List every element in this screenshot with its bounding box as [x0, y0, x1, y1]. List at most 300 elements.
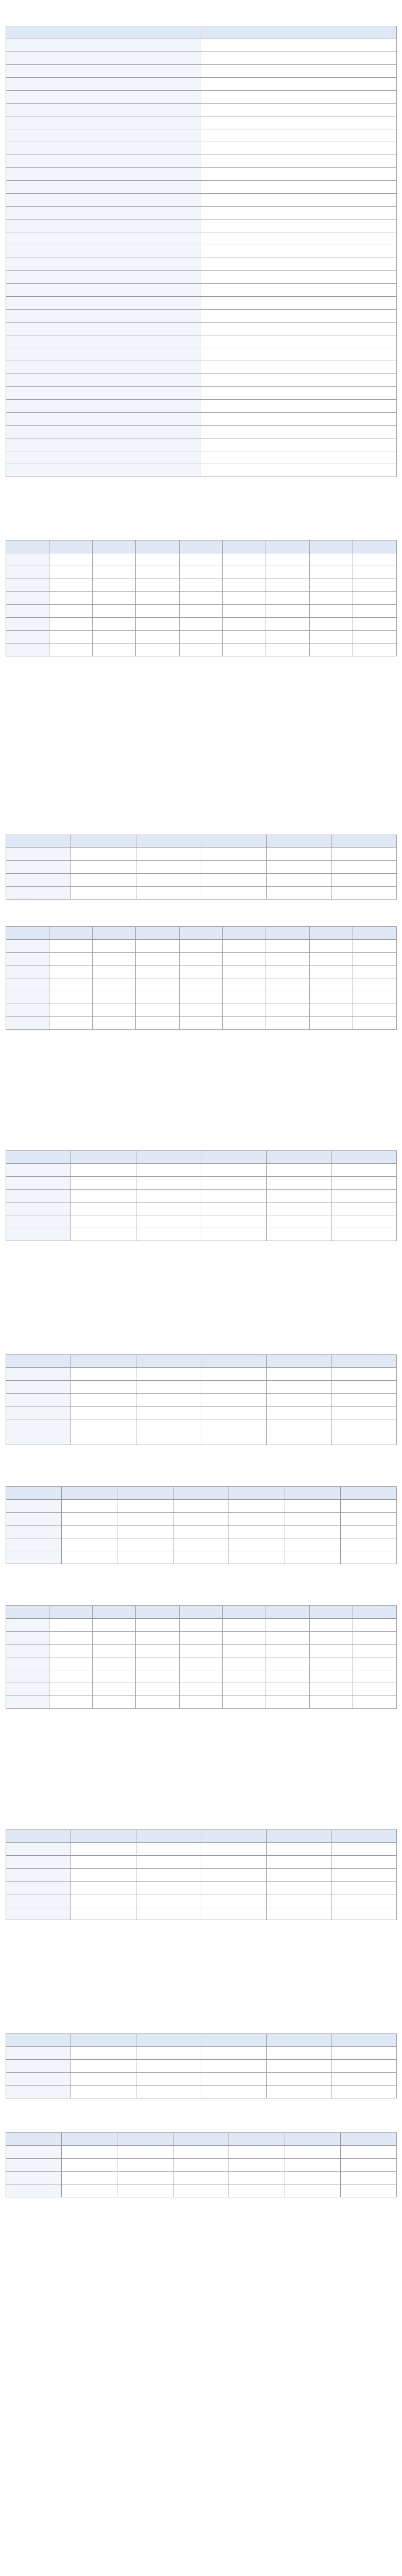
table-cell: [136, 2060, 201, 2073]
note-line: [6, 1798, 397, 1805]
table-cell: [6, 618, 49, 631]
standards-table: [6, 1829, 397, 1920]
table-cell: [331, 1368, 397, 1381]
table-cell: [341, 1513, 396, 1526]
table-cell: [331, 887, 397, 900]
section-notes: [6, 1447, 397, 1469]
table-cell: [71, 874, 136, 887]
table-header-row: [6, 26, 396, 39]
table-cell: [6, 335, 201, 348]
note-line: [6, 1308, 397, 1315]
table-cell: [93, 1670, 136, 1683]
column-header: [61, 1487, 117, 1500]
table-cell: [6, 1419, 71, 1432]
table-cell: [353, 618, 396, 631]
table-cell: [49, 631, 92, 643]
table-cell: [179, 605, 222, 618]
note-line: [6, 1790, 397, 1798]
table-cell: [266, 1419, 331, 1432]
column-header: [6, 1151, 71, 1164]
table-cell: [6, 219, 201, 232]
table-cell: [6, 978, 49, 991]
column-header: [179, 540, 222, 553]
table-cell: [6, 258, 201, 271]
table-cell: [179, 618, 222, 631]
note-line: [6, 1068, 397, 1075]
table-cell: [201, 348, 397, 361]
column-header: [6, 26, 201, 39]
table-cell: [341, 1538, 396, 1551]
note-line: [6, 702, 397, 709]
table-cell: [6, 1670, 49, 1683]
note-line: [6, 1454, 397, 1462]
table-cell: [6, 953, 49, 965]
table-cell: [229, 2159, 285, 2172]
table-cell: [285, 2146, 340, 2159]
table-cell: [179, 1670, 222, 1683]
note-line: [6, 2002, 397, 2009]
table-row: [6, 129, 396, 142]
note-line: [6, 1761, 397, 1769]
table-cell: [6, 1869, 71, 1882]
table-cell: [179, 953, 222, 965]
table-cell: [201, 1843, 267, 1856]
table-cell: [136, 1017, 179, 1030]
table-cell: [266, 1645, 309, 1657]
table-cell: [285, 1551, 340, 1564]
table-cell: [71, 1882, 136, 1894]
column-header: [6, 1830, 71, 1843]
table-cell: [223, 953, 266, 965]
column-header: [331, 1355, 397, 1368]
table-cell: [201, 848, 267, 861]
table-cell: [6, 1228, 71, 1241]
note-line: [6, 1272, 397, 1279]
section-heading: [6, 826, 397, 833]
table-cell: [6, 232, 201, 245]
note-line: [6, 1301, 397, 1308]
table-cell: [309, 1683, 353, 1696]
table-cell: [223, 605, 266, 618]
table-cell: [353, 631, 396, 643]
table-cell: [266, 1843, 331, 1856]
table-row: [6, 245, 396, 258]
table-cell: [331, 1177, 397, 1190]
table-cell: [136, 1856, 201, 1869]
table-cell: [309, 1017, 353, 1030]
table-cell: [61, 1513, 117, 1526]
table-row: [6, 464, 396, 477]
table-row: [6, 887, 396, 900]
table-row: [6, 2060, 396, 2073]
table-row: [6, 142, 396, 155]
table-cell: [331, 1164, 397, 1177]
table-cell: [331, 2073, 397, 2086]
table-cell: [331, 874, 397, 887]
table-cell: [6, 78, 201, 91]
table-row: [6, 579, 396, 592]
table-cell: [71, 2047, 136, 2060]
table-cell: [93, 1683, 136, 1696]
table-cell: [6, 1632, 49, 1645]
table-cell: [6, 91, 201, 104]
column-header: [309, 540, 353, 553]
note-line: [6, 1922, 397, 1929]
table-cell: [136, 1657, 179, 1670]
standards-section: [6, 1346, 397, 1469]
table-cell: [117, 2172, 173, 2184]
table-cell: [136, 1907, 201, 1920]
table-cell: [136, 1406, 201, 1419]
note-line: [6, 1111, 397, 1118]
table-cell: [341, 2172, 396, 2184]
column-header: [353, 927, 396, 940]
column-header: [136, 1606, 179, 1619]
table-cell: [136, 861, 201, 874]
table-cell: [201, 413, 397, 426]
table-cell: [117, 1551, 173, 1564]
table-cell: [93, 1017, 136, 1030]
table-cell: [353, 991, 396, 1004]
column-header: [309, 927, 353, 940]
table-cell: [6, 104, 201, 116]
table-cell: [223, 1696, 266, 1709]
table-row: [6, 1526, 396, 1538]
table-row: [6, 2184, 396, 2197]
column-header: [49, 1606, 92, 1619]
column-header: [229, 2133, 285, 2146]
standards-section: [6, 18, 397, 522]
note-line: [6, 759, 397, 767]
table-cell: [331, 1856, 397, 1869]
table-cell: [49, 1657, 92, 1670]
table-row: [6, 1513, 396, 1526]
table-row: [6, 2146, 396, 2159]
table-cell: [353, 553, 396, 566]
table-row: [6, 1907, 396, 1920]
note-line: [6, 1994, 397, 2002]
note-line: [6, 1769, 397, 1776]
note-line: [6, 1323, 397, 1330]
table-cell: [61, 1526, 117, 1538]
table-cell: [201, 39, 397, 52]
note-line: [6, 680, 397, 687]
table-cell: [93, 631, 136, 643]
table-cell: [6, 848, 71, 861]
table-cell: [341, 2146, 396, 2159]
table-cell: [6, 592, 49, 605]
table-cell: [331, 1432, 397, 1445]
note-line: [6, 1733, 397, 1740]
standards-section: [6, 1597, 397, 1812]
table-cell: [71, 1381, 136, 1394]
column-header: [179, 1606, 222, 1619]
note-line: [6, 666, 397, 673]
table-cell: [6, 413, 201, 426]
table-cell: [136, 2047, 201, 2060]
standards-table: [6, 926, 397, 1030]
section-heading: [6, 18, 397, 24]
table-row: [6, 861, 396, 874]
table-row: [6, 566, 396, 579]
table-header-row: [6, 927, 396, 940]
table-cell: [341, 1500, 396, 1513]
table-cell: [136, 887, 201, 900]
table-cell: [201, 426, 397, 438]
table-cell: [223, 1004, 266, 1017]
table-cell: [179, 965, 222, 978]
table-row: [6, 78, 396, 91]
table-cell: [61, 1538, 117, 1551]
table-cell: [353, 940, 396, 953]
table-cell: [173, 1513, 229, 1526]
table-cell: [229, 1513, 285, 1526]
table-cell: [136, 940, 179, 953]
column-header: [136, 1151, 201, 1164]
table-cell: [266, 631, 309, 643]
table-row: [6, 1432, 396, 1445]
table-cell: [331, 2047, 397, 2060]
column-header: [201, 1151, 267, 1164]
table-cell: [201, 1215, 267, 1228]
table-cell: [201, 335, 397, 348]
table-cell: [201, 1177, 267, 1190]
table-cell: [6, 2146, 61, 2159]
table-cell: [266, 1394, 331, 1406]
table-cell: [266, 1381, 331, 1394]
table-cell: [201, 168, 397, 181]
table-cell: [353, 978, 396, 991]
table-cell: [6, 297, 201, 310]
note-line: [6, 1126, 397, 1133]
table-cell: [266, 887, 331, 900]
table-row: [6, 387, 396, 400]
document-page: [6, 0, 397, 2248]
table-cell: [331, 1381, 397, 1394]
column-header: [331, 2034, 397, 2047]
table-cell: [309, 1670, 353, 1683]
column-header: [201, 835, 267, 848]
table-row: [6, 65, 396, 78]
table-row: [6, 1696, 396, 1709]
table-cell: [136, 1190, 201, 1202]
table-cell: [201, 464, 397, 477]
table-row: [6, 39, 396, 52]
table-cell: [201, 2073, 267, 2086]
table-cell: [353, 1670, 396, 1683]
note-line: [6, 1740, 397, 1747]
column-header: [117, 1487, 173, 1500]
table-cell: [223, 579, 266, 592]
table-cell: [61, 1500, 117, 1513]
table-cell: [61, 2159, 117, 2172]
note-line: [6, 1987, 397, 1994]
table-cell: [6, 874, 71, 887]
table-cell: [223, 566, 266, 579]
table-cell: [353, 953, 396, 965]
table-row: [6, 284, 396, 297]
table-cell: [6, 361, 201, 374]
table-cell: [353, 1017, 396, 1030]
note-line: [6, 1937, 397, 1944]
table-cell: [136, 978, 179, 991]
note-line: [6, 1104, 397, 1111]
table-cell: [285, 2159, 340, 2172]
table-row: [6, 2073, 396, 2086]
table-header-row: [6, 1151, 396, 1164]
table-cell: [6, 1645, 49, 1657]
table-cell: [136, 1368, 201, 1381]
standards-table: [6, 26, 397, 477]
table-cell: [6, 1177, 71, 1190]
table-cell: [136, 874, 201, 887]
table-cell: [6, 374, 201, 387]
table-cell: [309, 566, 353, 579]
note-line: [6, 902, 397, 909]
table-cell: [6, 1500, 61, 1513]
table-cell: [179, 1683, 222, 1696]
table-cell: [285, 1500, 340, 1513]
table-cell: [93, 1657, 136, 1670]
table-cell: [6, 1696, 49, 1709]
note-line: [6, 501, 397, 508]
note-line: [6, 2108, 397, 2115]
table-cell: [223, 618, 266, 631]
table-cell: [136, 643, 179, 656]
table-cell: [6, 194, 201, 207]
table-cell: [353, 1683, 396, 1696]
standards-section: [6, 2025, 397, 2115]
table-cell: [136, 2073, 201, 2086]
table-cell: [6, 284, 201, 297]
table-cell: [173, 1526, 229, 1538]
table-header-row: [6, 835, 396, 848]
table-cell: [201, 1882, 267, 1894]
table-row: [6, 335, 396, 348]
table-cell: [173, 2146, 229, 2159]
table-cell: [309, 579, 353, 592]
standards-table: [6, 835, 397, 900]
table-cell: [201, 155, 397, 168]
table-cell: [179, 991, 222, 1004]
table-row: [6, 323, 396, 335]
note-line: [6, 1315, 397, 1323]
note-line: [6, 1944, 397, 1951]
table-row: [6, 181, 396, 194]
note-line: [6, 1965, 397, 1973]
note-line: [6, 1075, 397, 1082]
table-cell: [266, 1696, 309, 1709]
table-cell: [331, 1215, 397, 1228]
table-cell: [136, 553, 179, 566]
table-row: [6, 592, 396, 605]
table-row: [6, 1645, 396, 1657]
table-cell: [223, 1645, 266, 1657]
table-cell: [71, 2073, 136, 2086]
table-cell: [136, 1004, 179, 1017]
table-cell: [201, 400, 397, 413]
table-cell: [266, 1894, 331, 1907]
table-row: [6, 874, 396, 887]
table-cell: [266, 1017, 309, 1030]
column-header: [71, 835, 136, 848]
table-cell: [6, 1882, 71, 1894]
table-cell: [223, 553, 266, 566]
table-cell: [309, 1632, 353, 1645]
column-header: [201, 1355, 267, 1368]
table-cell: [353, 1696, 396, 1709]
table-cell: [6, 271, 201, 284]
table-cell: [93, 1004, 136, 1017]
table-row: [6, 1619, 396, 1632]
table-cell: [136, 1869, 201, 1882]
table-cell: [331, 2086, 397, 2098]
table-cell: [71, 1894, 136, 1907]
column-header: [93, 927, 136, 940]
note-line: [6, 2009, 397, 2016]
column-header: [6, 1606, 49, 1619]
table-cell: [223, 1632, 266, 1645]
column-header: [6, 2133, 61, 2146]
table-cell: [223, 965, 266, 978]
section-notes: [6, 1711, 397, 1812]
table-cell: [266, 861, 331, 874]
column-header: [266, 540, 309, 553]
table-cell: [331, 861, 397, 874]
table-row: [6, 618, 396, 631]
table-row: [6, 426, 396, 438]
table-cell: [266, 2060, 331, 2073]
table-cell: [331, 1894, 397, 1907]
table-cell: [266, 1368, 331, 1381]
table-cell: [309, 618, 353, 631]
table-row: [6, 374, 396, 387]
column-header: [136, 540, 179, 553]
table-cell: [179, 1696, 222, 1709]
table-cell: [6, 451, 201, 464]
note-line: [6, 795, 397, 803]
table-cell: [353, 1657, 396, 1670]
note-line: [6, 738, 397, 745]
table-cell: [6, 1432, 71, 1445]
table-cell: [266, 978, 309, 991]
standards-table: [6, 1354, 397, 1445]
table-cell: [71, 1432, 136, 1445]
table-cell: [229, 1500, 285, 1513]
table-cell: [93, 1632, 136, 1645]
table-cell: [201, 258, 397, 271]
table-cell: [331, 1406, 397, 1419]
table-cell: [331, 1228, 397, 1241]
section-notes: [6, 1032, 397, 1133]
table-cell: [179, 940, 222, 953]
table-row: [6, 400, 396, 413]
table-row: [6, 194, 396, 207]
note-line: [6, 1097, 397, 1104]
table-cell: [136, 1419, 201, 1432]
table-cell: [93, 991, 136, 1004]
table-row: [6, 1406, 396, 1419]
table-cell: [201, 1894, 267, 1907]
table-cell: [6, 348, 201, 361]
table-cell: [136, 1670, 179, 1683]
table-cell: [6, 631, 49, 643]
table-header-row: [6, 1606, 396, 1619]
table-cell: [223, 978, 266, 991]
note-line: [6, 673, 397, 680]
column-header: [331, 835, 397, 848]
table-cell: [223, 643, 266, 656]
